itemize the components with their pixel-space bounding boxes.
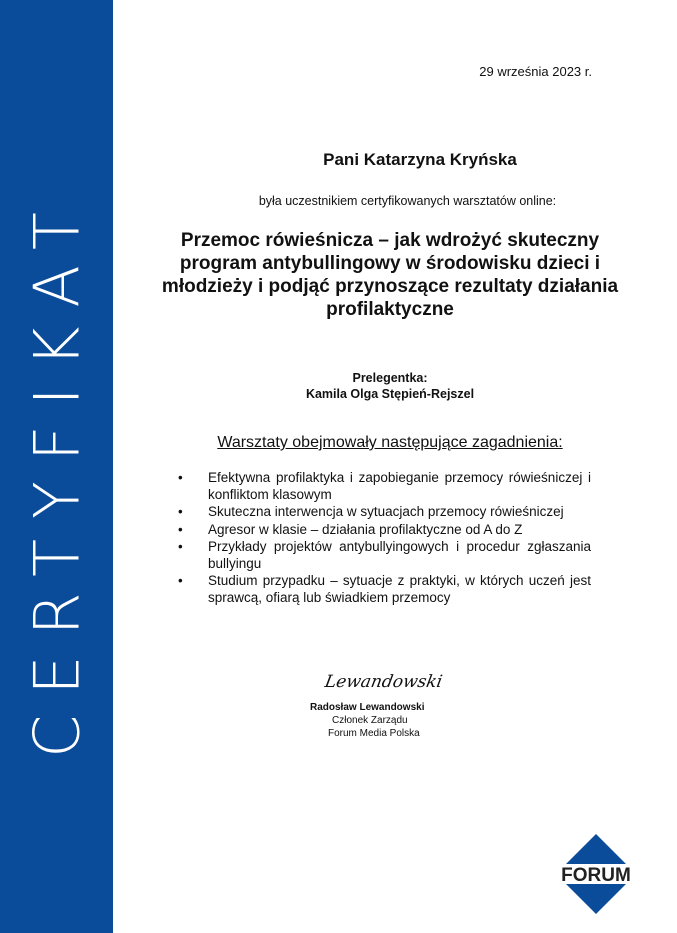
presenter: [140, 370, 640, 402]
logo-text: FORUM: [561, 865, 631, 886]
handwritten-signature: Lewandowski: [323, 672, 444, 692]
signer-name: Radosław Lewandowski: [310, 702, 425, 713]
topic-item: • Studium przypadku – sytuacje z praktyki, w których uczeń jest sprawcą, ofiarą lub świadkiem przemocy: [178, 573, 591, 606]
sidebar-band: [0, 0, 113, 933]
topics-list: [178, 470, 591, 607]
topic-item: • Przykłady projektów antybullyingowych i procedur zgłaszania bullyingu: [178, 539, 591, 572]
topic-item: • Efektywna profilaktyka i zapobieganie przemocy rówieśniczej i konfliktom klasowym: [178, 470, 591, 503]
signer-role: Członek Zarządu: [332, 715, 408, 726]
signer-company: Forum Media Polska: [328, 728, 420, 739]
workshop-title: Przemoc rówieśnicza – jak wdrożyć skuteczny program antybullingowy w środowisku dzieci i młodzieży i podjąć przynoszące rezultaty działania profilaktyczne: [161, 230, 619, 320]
participation-text: była uczestnikiem certyfikowanych warsztatów online:: [258, 194, 557, 208]
recipient-name: Pani Katarzyna Kryńska: [323, 150, 517, 169]
presenter-label: Prelegentka:: [352, 371, 428, 385]
certificate-label: CERTYFIKAT: [20, 192, 94, 758]
topic-item: • Skuteczna interwencja w sytuacjach przemocy rówieśniczej: [178, 504, 591, 521]
topic-item: • Agresor w klasie – działania profilaktyczne od A do Z: [178, 522, 591, 539]
forum-logo: [556, 834, 636, 914]
presenter-name: Kamila Olga Stępień-Rejszel: [305, 387, 475, 401]
date: 29 września 2023 r.: [479, 64, 592, 79]
topics-heading: Warsztaty obejmowały następujące zagadnienia:: [217, 434, 563, 451]
signer-block: [310, 701, 424, 740]
